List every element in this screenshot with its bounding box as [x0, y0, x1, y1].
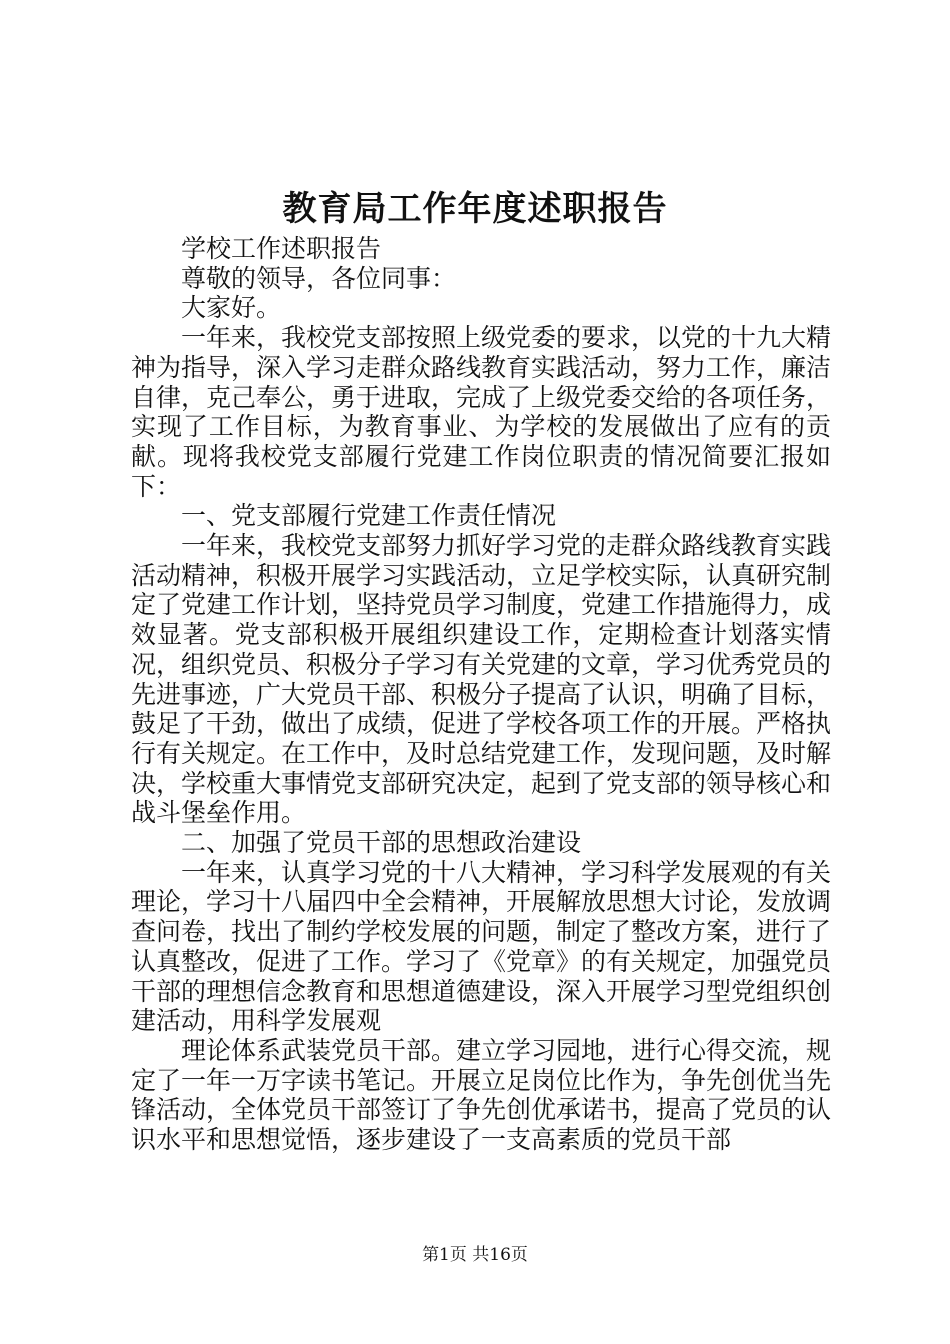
section-heading-1: 一、党支部履行党建工作责任情况 — [181, 501, 557, 531]
paragraph-intro: 一年来，我校党支部按照上级党委的要求，以党的十九大精神为指导，深入学习走群众路线教育实践活动，努力工作，廉洁自律，克己奉公，勇于进取，完成了上级党委交给的各项任务，实现了工作目标，为教育事业、为学校的发展做出了应有的贡献。现将我校党支部履行党建工作岗位职责的情况简要汇报如下： — [131, 323, 832, 501]
paragraph-greeting: 大家好。 — [181, 293, 282, 323]
paragraph-section-1: 一年来，我校党支部努力抓好学习党的走群众路线教育实践活动精神，积极开展学习实践活动，立足学校实际，认真研究制定了党建工作计划，坚持党员学习制度，党建工作措施得力，成效显著。党支部积极开展组织建设工作，定期检查计划落实情况，组织党员、积极分子学习有关党建的文章，学习优秀党员的先进事迹，广大党员干部、积极分子提高了认识，明确了目标，鼓足了干劲，做出了成绩，促进了学校各项工作的开展。严格执行有关规定。在工作中，及时总结党建工作，发现问题，及时解决，学校重大事情党支部研究决定，起到了党支部的领导核心和战斗堡垒作用。 — [131, 531, 832, 828]
paragraph-section-2: 一年来，认真学习党的十八大精神，学习科学发展观的有关理论，学习十八届四中全会精神，开展解放思想大讨论，发放调查问卷，找出了制约学校发展的问题，制定了整改方案，进行了认真整改，促进了工作。学习了《党章》的有关规定，加强党员干部的理想信念教育和思想道德建设，深入开展学习型党组织创建活动，用科学发展观 — [131, 857, 832, 1036]
document-body — [131, 234, 831, 1155]
document-title: 教育局工作年度述职报告 — [282, 189, 668, 229]
paragraph-subtitle: 学校工作述职报告 — [181, 234, 382, 263]
section-heading-2: 二、加强了党员干部的思想政治建设 — [181, 828, 582, 858]
paragraph-section-2-cont: 理论体系武装党员干部。建立学习园地，进行心得交流，规定了一年一万字读书笔记。开展立足岗位比作为，争先创优当先锋活动，全体党员干部签订了争先创优承诺书，提高了党员的认识水平和思想觉悟，逐步建设了一支高素质的党员干部 — [131, 1035, 832, 1155]
paragraph-salutation: 尊敬的领导，各位同事： — [181, 263, 457, 293]
page-footer: 第1页 共16页 — [422, 1245, 528, 1265]
